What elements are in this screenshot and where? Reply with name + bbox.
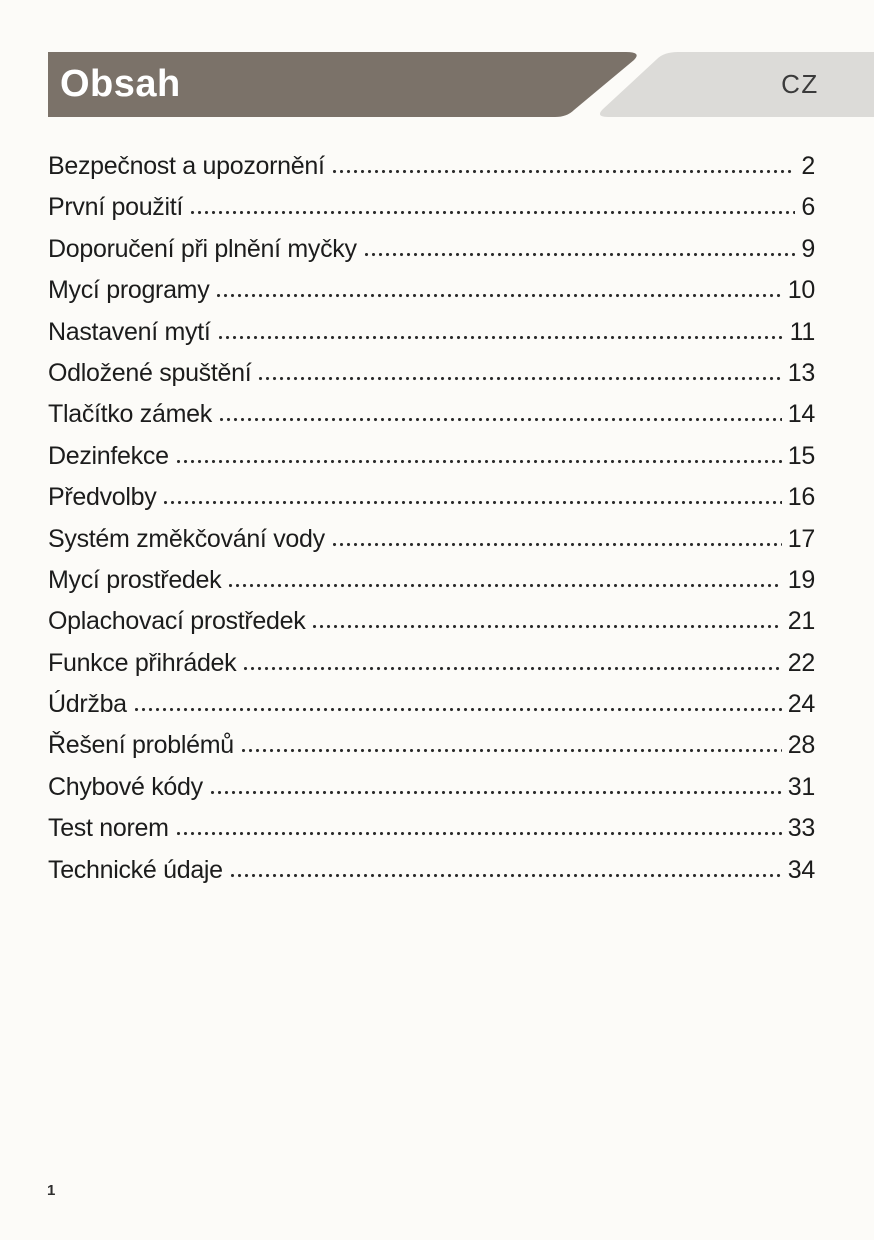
toc-entry-label: Oplachovací prostředek xyxy=(48,607,306,636)
toc-entry[interactable] xyxy=(48,229,815,270)
toc-entry[interactable] xyxy=(48,601,815,642)
toc-entry-page: 16 xyxy=(787,483,815,512)
toc-entry-page: 11 xyxy=(789,317,815,346)
toc-entry[interactable] xyxy=(48,850,815,891)
toc-entry-label: Bezpečnost a upozornění xyxy=(48,152,325,180)
footer-page-number: 1 xyxy=(47,1182,56,1199)
toc-entry-label: První použití xyxy=(48,193,184,222)
toc-entry-label: Tlačítko zámek xyxy=(48,400,212,429)
toc-leader-dots xyxy=(313,625,781,629)
toc-entry[interactable] xyxy=(48,353,815,394)
toc-entry-label: Nastavení mytí xyxy=(48,317,211,346)
toc-leader-dots xyxy=(177,460,782,464)
toc-entry[interactable] xyxy=(48,146,815,187)
toc-entry[interactable] xyxy=(48,187,815,228)
toc-entry[interactable] xyxy=(48,270,815,311)
toc-entry-label: Odložené spuštění xyxy=(48,358,252,387)
toc-entry-page: 17 xyxy=(787,524,815,553)
toc-entry[interactable] xyxy=(48,477,815,518)
toc-leader-dots xyxy=(211,791,782,795)
toc-entry-page: 9 xyxy=(801,234,815,263)
toc-entry-page: 2 xyxy=(801,152,815,180)
toc-entry-page: 10 xyxy=(787,276,815,305)
toc-leader-dots xyxy=(333,543,782,547)
toc-entry-label: Technické údaje xyxy=(48,855,223,884)
toc-leader-dots xyxy=(219,336,784,340)
toc-entry-label: Test norem xyxy=(48,814,169,843)
toc-entry-page: 22 xyxy=(787,648,815,677)
toc-entry-page: 21 xyxy=(787,607,815,636)
toc-leader-dots xyxy=(231,874,782,878)
toc-entry-page: 34 xyxy=(787,855,815,884)
toc-leader-dots xyxy=(220,418,782,422)
toc-leader-dots xyxy=(365,253,796,257)
toc-entry-page: 19 xyxy=(787,565,815,594)
toc-entry[interactable] xyxy=(48,725,815,766)
toc-leader-dots xyxy=(177,832,782,836)
toc-entry[interactable] xyxy=(48,436,815,477)
toc-entry-label: Chybové kódy xyxy=(48,772,203,801)
toc-leader-dots xyxy=(164,501,781,505)
toc-entry-label: Mycí programy xyxy=(48,276,210,305)
toc-leader-dots xyxy=(244,667,781,671)
toc-entry-page: 15 xyxy=(787,441,815,470)
toc-entry-label: Doporučení při plnění myčky xyxy=(48,234,357,263)
toc-entry-page: 31 xyxy=(787,772,815,801)
toc-entry[interactable] xyxy=(48,519,815,560)
toc-entry-label: Funkce přihrádek xyxy=(48,648,237,677)
toc-leader-dots xyxy=(333,170,796,174)
toc-entry[interactable] xyxy=(48,643,815,684)
toc-entry-page: 13 xyxy=(787,358,815,387)
page-title: Obsah xyxy=(60,63,181,105)
toc-entry-label: Systém změkčování vody xyxy=(48,524,325,553)
toc-leader-dots xyxy=(242,749,782,753)
toc-leader-dots xyxy=(229,584,781,588)
language-badge: CZ xyxy=(781,69,819,99)
toc-entry[interactable] xyxy=(48,684,815,725)
toc-entry-page: 28 xyxy=(787,731,815,760)
toc-entry-page: 33 xyxy=(787,814,815,843)
toc-entry[interactable] xyxy=(48,808,815,849)
toc-entry-label: Předvolby xyxy=(48,483,157,512)
toc-leader-dots xyxy=(191,211,795,215)
toc-entry-page: 24 xyxy=(787,690,815,719)
toc-entry-label: Dezinfekce xyxy=(48,441,169,470)
toc-list xyxy=(48,146,815,891)
toc-entry[interactable] xyxy=(48,560,815,601)
toc-entry-page: 14 xyxy=(787,400,815,429)
toc-entry-label: Údržba xyxy=(48,690,127,719)
toc-entry-label: Mycí prostředek xyxy=(48,565,222,594)
toc-leader-dots xyxy=(217,294,781,298)
toc-leader-dots xyxy=(259,377,781,381)
toc-entry-page: 6 xyxy=(801,193,815,222)
toc-entry[interactable] xyxy=(48,394,815,435)
toc-entry-label: Řešení problémů xyxy=(48,731,234,760)
toc-entry[interactable] xyxy=(48,312,815,353)
toc-leader-dots xyxy=(135,708,782,712)
toc-entry[interactable] xyxy=(48,767,815,808)
